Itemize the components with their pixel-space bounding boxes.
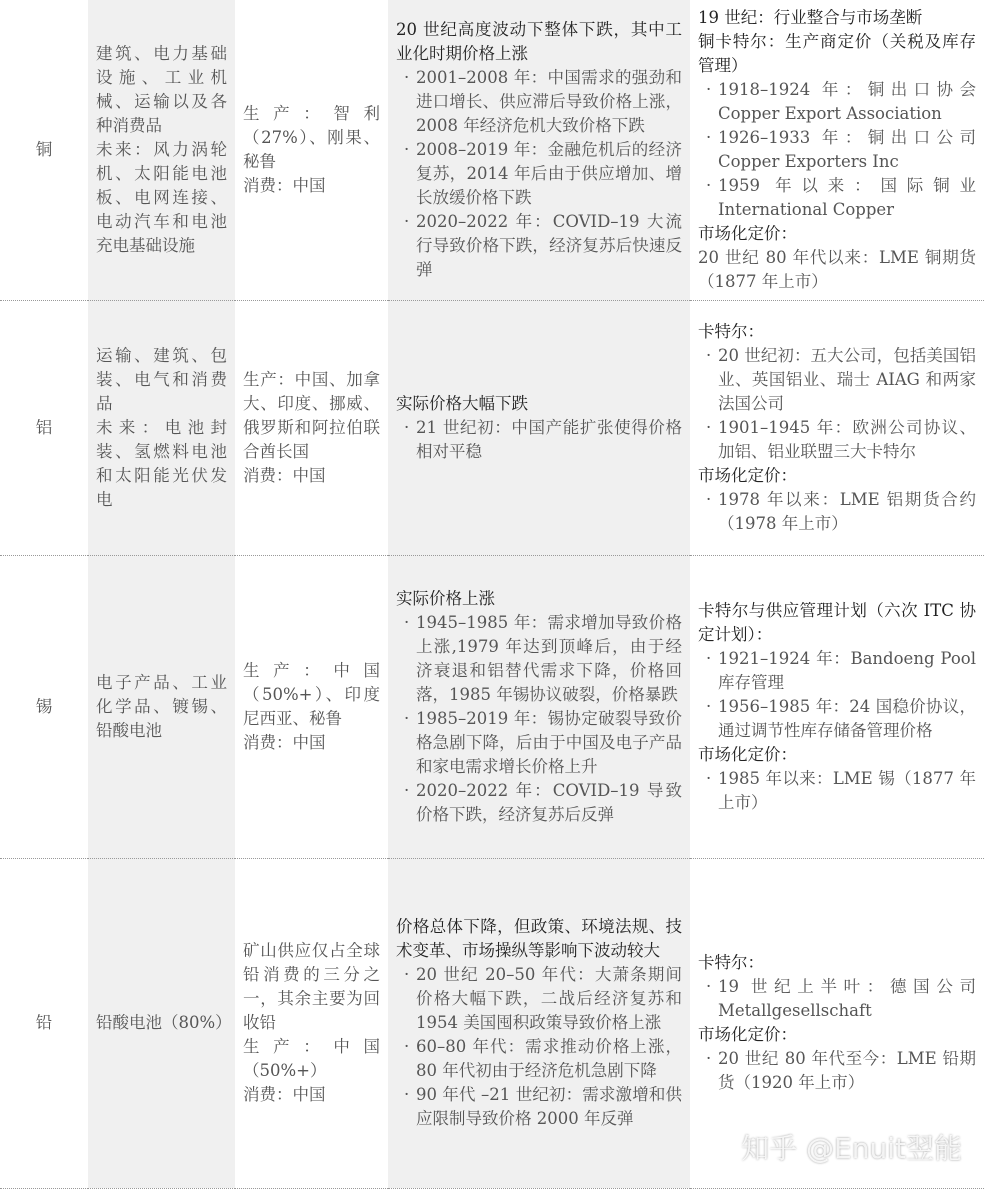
bullet-item: · 2001–2008 年：中国需求的强劲和进口增长、供应滞后导致价格上涨，2008 年经济危机大致价格下跌 (396, 66, 682, 138)
cell-text: 矿山供应仅占全球铅消费的三分之一，其余主要为回收铅 (243, 941, 380, 1032)
bullet-item: · 60–80 年代：需求推动价格上涨，80 年代初由于经济危机急剧下降 (396, 1035, 682, 1083)
bullet-item: · 1921–1924 年：Bandoeng Pool 库存管理 (698, 647, 976, 695)
supply-demand-cell (235, 300, 388, 555)
bullet-item: · 1901–1945 年：欧洲公司协议、加铝、铝业联盟三大卡特尔 (698, 416, 976, 464)
bullet-item: · 19 世纪上半叶：德国公司 Metallgesellschaft (698, 975, 976, 1023)
cell-text: 生产：中国、加拿大、印度、挪威、俄罗斯和阿拉伯联合酋长国 (243, 369, 380, 461)
supply-demand-cell (235, 858, 388, 1188)
watermark: 知乎 @Enuit翌能 (741, 1132, 962, 1165)
table-row (0, 300, 984, 555)
cell-text: 运输、建筑、包装、电气和消费品 (96, 345, 227, 413)
bullet-item: · 1985–2019 年：锡协定破裂导致价格急剧下降，后由于中国及电子产品和家电需求增长价格上升 (396, 707, 682, 779)
metal-name: 铝 (35, 417, 53, 437)
cell-text: 铅酸电池（80%） (96, 1013, 232, 1032)
cell-text: 消费：中国 (243, 465, 326, 485)
cell-text: 未来：风力涡轮机、太阳能电池板、电网连接、电动汽车和电池充电基础设施 (96, 139, 227, 255)
cell-text: 消费：中国 (243, 175, 326, 195)
bullet-item: · 2020–2022 年：COVID–19 大流行导致价格下跌，经济复苏后快速反弹 (396, 210, 682, 282)
cell-heading: 卡特尔： (698, 321, 764, 341)
cell-text: 生产：智利（27%）、刚果、秘鲁 (243, 103, 380, 171)
bullet-item: · 1926–1933 年：铜出口公司 Copper Exporters Inc (698, 126, 976, 174)
table-row (0, 555, 984, 858)
pricing-mechanism-cell (690, 555, 984, 858)
cell-heading: 价格总体下降，但政策、环境法规、技术变革、市场操纵等影响下波动较大 (396, 917, 682, 960)
cell-text: 电子产品、工业化学品、镀锡、铅酸电池 (96, 672, 227, 740)
table-row (0, 0, 984, 300)
bullet-item: · 1918–1924 年：铜出口协会 Copper Export Association (698, 78, 976, 126)
metal-name: 铅 (35, 1013, 53, 1032)
price-trend-cell (388, 555, 690, 858)
cell-heading: 19 世纪：行业整合与市场垄断 (698, 7, 923, 27)
pricing-mechanism-cell (690, 0, 984, 300)
bullet-item: · 20 世纪 20–50 年代：大萧条期间价格大幅下跌，二战后经济复苏和 1954 美国囤积政策导致价格上涨 (396, 963, 682, 1035)
cell-heading: 卡特尔与供应管理计划（六次 ITC 协定计划）： (698, 600, 976, 644)
cell-text: 消费：中国 (243, 1085, 326, 1104)
bullet-item: · 1985 年以来：LME 锡（1877 年上市） (698, 767, 976, 815)
metal-name: 锡 (35, 696, 53, 716)
cell-heading: 市场化定价： (698, 223, 797, 243)
bullet-item: · 2008–2019 年：金融危机后的经济复苏，2014 年后由于供应增加、增长放缓价格下跌 (396, 138, 682, 210)
cell-heading: 20 世纪高度波动下整体下跌，其中工业化时期价格上涨 (396, 19, 682, 63)
applications-cell (88, 555, 235, 858)
applications-cell (88, 858, 235, 1188)
bullet-item: · 90 年代 –21 世纪初：需求激增和供应限制导致价格 2000 年反弹 (396, 1083, 682, 1131)
cell-heading: 市场化定价： (698, 1025, 797, 1044)
cell-heading: 卡特尔： (698, 953, 764, 972)
cell-text: 建筑、电力基础设施、工业机械、运输以及各种消费品 (96, 43, 227, 135)
cell-text: 消费：中国 (243, 732, 326, 752)
cell-heading: 铜卡特尔：生产商定价（关税及库存管理） (698, 31, 976, 75)
cell-text: 20 世纪 80 年代以来：LME 铜期货（1877 年上市） (698, 247, 976, 291)
price-trend-cell (388, 300, 690, 555)
cell-heading: 市场化定价： (698, 744, 797, 764)
applications-cell (88, 0, 235, 300)
supply-demand-cell (235, 0, 388, 300)
cell-text: 生产：中国（50%+）、印度尼西亚、秘鲁 (243, 660, 380, 728)
bullet-item: · 20 世纪 80 年代至今：LME 铅期货（1920 年上市） (698, 1047, 976, 1095)
applications-cell (88, 300, 235, 555)
cell-heading: 市场化定价： (698, 465, 797, 485)
supply-demand-cell (235, 555, 388, 858)
bullet-item: · 1956–1985 年：24 国稳价协议，通过调节性库存储备管理价格 (698, 695, 976, 743)
bullet-item: · 1959 年以来：国际铜业 International Copper (698, 174, 976, 222)
metal-name: 铜 (35, 139, 53, 159)
cell-heading: 实际价格大幅下跌 (396, 393, 528, 413)
bullet-item: · 21 世纪初：中国产能扩张使得价格相对平稳 (396, 416, 682, 464)
bullet-item: · 20 世纪初：五大公司，包括美国铝业、英国铝业、瑞士 AIAG 和两家法国公司 (698, 344, 976, 416)
price-trend-cell (388, 858, 690, 1188)
bullet-item: · 1945–1985 年：需求增加导致价格上涨,1979 年达到顶峰后，由于经济衰退和铝替代需求下降，价格回落，1985 年锡协议破裂，价格暴跌 (396, 611, 682, 707)
cell-text: 生产：中国（50%+） (243, 1037, 380, 1080)
cell-heading: 实际价格上涨 (396, 588, 495, 608)
bullet-item: · 1978 年以来：LME 铝期货合约（1978 年上市） (698, 488, 976, 536)
bullet-item: · 2020–2022 年：COVID–19 导致价格下跌，经济复苏后反弹 (396, 779, 682, 827)
pricing-mechanism-cell (690, 300, 984, 555)
price-trend-cell (388, 0, 690, 300)
cell-text: 未来：电池封装、氢燃料电池和太阳能光伏发电 (96, 417, 227, 509)
